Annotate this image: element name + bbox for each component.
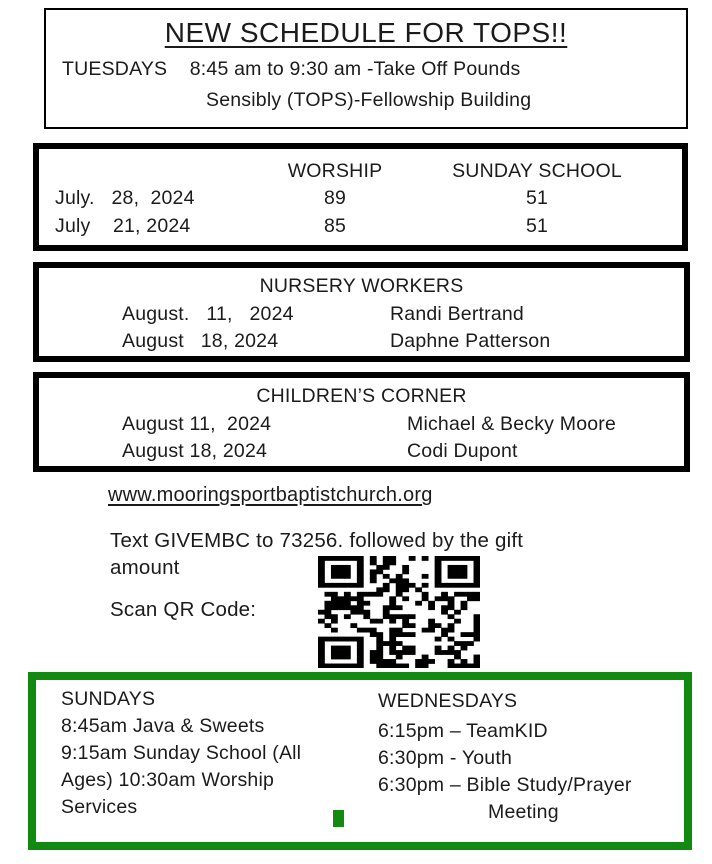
attendance-box xyxy=(33,143,688,251)
nursery-date: August. 11, 2024 xyxy=(122,303,294,325)
church-website-link[interactable]: www.mooringsportbaptistchurch.org xyxy=(108,484,433,506)
sundays-column xyxy=(61,686,301,821)
attendance-date: July 21, 2024 xyxy=(55,215,191,237)
scan-qr-label: Scan QR Code: xyxy=(110,598,257,621)
wednesdays-heading: WEDNESDAYS xyxy=(378,690,518,712)
attendance-worship-count: 85 xyxy=(323,215,347,237)
attendance-date: July. 28, 2024 xyxy=(55,187,195,209)
attendance-sunday-school-count: 51 xyxy=(525,187,549,209)
nursery-workers-box xyxy=(33,262,690,362)
childrens-corner-title: CHILDREN’S CORNER xyxy=(256,385,467,407)
giving-text-line1: Text GIVEMBC to 73256. followed by the gift xyxy=(110,529,524,552)
nursery-worker-name: Daphne Patterson xyxy=(390,330,551,352)
weekly-schedule-box xyxy=(28,672,692,850)
wednesdays-line: 6:15pm – TeamKID xyxy=(378,720,548,742)
sundays-heading: SUNDAYS xyxy=(61,688,156,710)
tops-announcement-box xyxy=(44,8,688,129)
sundays-line: 8:45am Java & Sweets xyxy=(61,715,265,737)
qr-code-icon xyxy=(318,556,480,668)
wednesdays-line-wrap: Meeting xyxy=(488,801,559,823)
giving-text-line2: amount xyxy=(110,556,180,579)
attendance-worship-count: 89 xyxy=(323,187,347,209)
childrens-worker-name: Codi Dupont xyxy=(407,440,518,462)
tops-location-line: Sensibly (TOPS)-Fellowship Building xyxy=(206,89,532,111)
green-cursor-mark xyxy=(333,810,344,827)
sundays-line: 9:15am Sunday School (All xyxy=(61,742,302,764)
nursery-worker-name: Randi Bertrand xyxy=(390,303,524,325)
wednesdays-line: 6:30pm - Youth xyxy=(378,747,512,769)
nursery-title: NURSERY WORKERS xyxy=(259,275,464,297)
childrens-corner-box xyxy=(33,372,690,472)
tops-title: NEW SCHEDULE FOR TOPS!! xyxy=(164,17,568,48)
nursery-date: August 18, 2024 xyxy=(122,330,279,352)
tops-schedule-line: TUESDAYS 8:45 am to 9:30 am -Take Off Pounds xyxy=(62,58,521,80)
wednesdays-column xyxy=(378,688,632,826)
attendance-sunday-school-count: 51 xyxy=(525,215,549,237)
wednesdays-line: 6:30pm – Bible Study/Prayer xyxy=(378,774,632,796)
sundays-line: Ages) 10:30am Worship xyxy=(61,769,275,791)
attendance-header-worship: WORSHIP xyxy=(287,160,383,182)
childrens-date: August 11, 2024 xyxy=(122,413,272,435)
childrens-date: August 18, 2024 xyxy=(122,440,268,462)
childrens-worker-name: Michael & Becky Moore xyxy=(407,413,617,435)
attendance-header-sunday-school: SUNDAY SCHOOL xyxy=(452,160,622,182)
sundays-line: Services xyxy=(61,796,138,818)
